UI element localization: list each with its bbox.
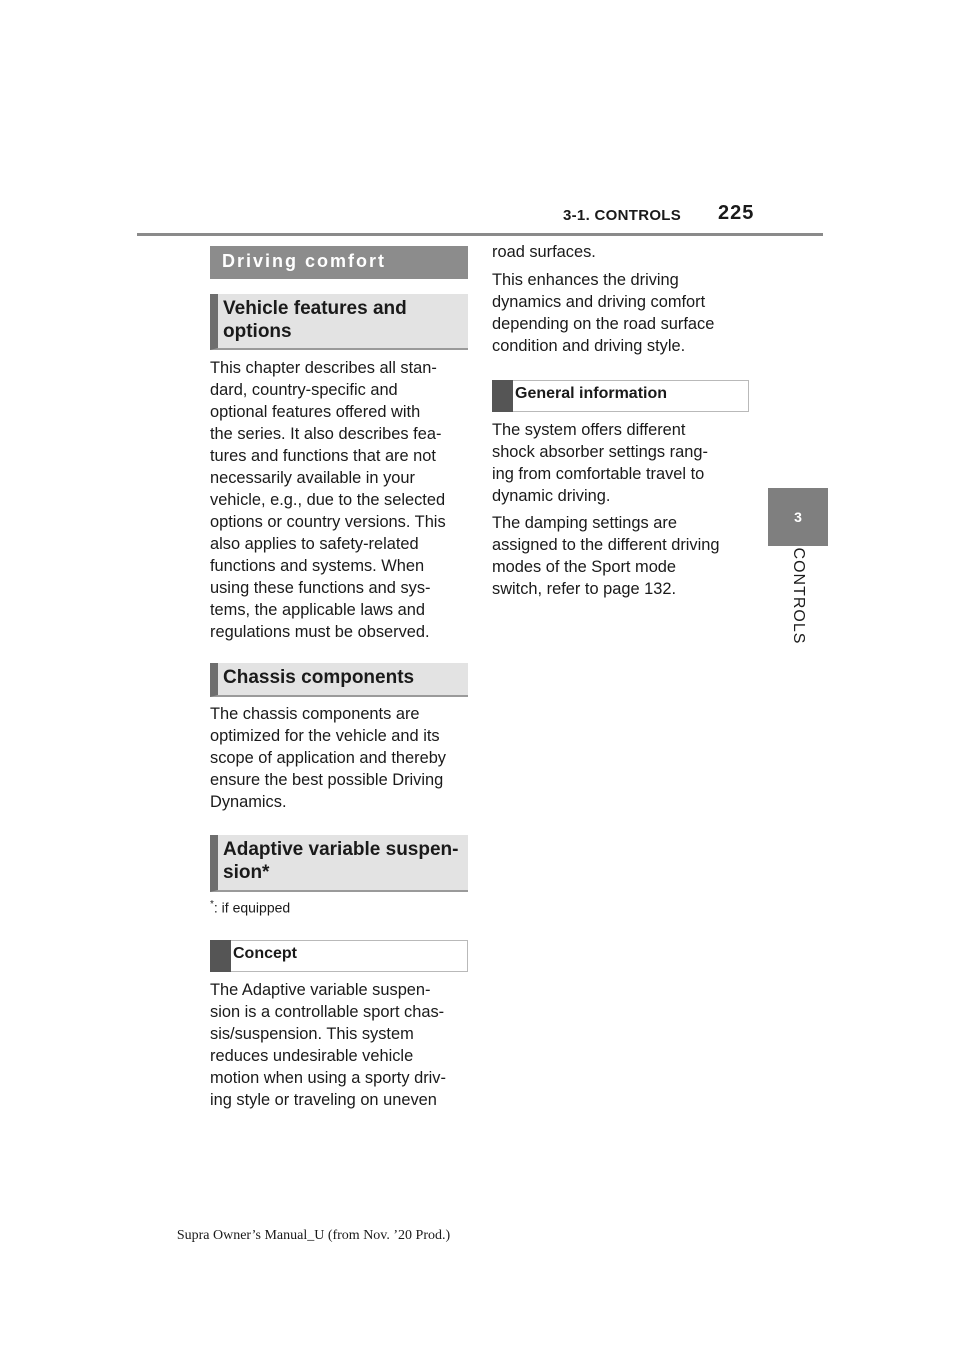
chassis-body: The chassis components are optimized for the vehicle and its scope of application and thereby ensure the best possible Driving Dynamics. <box>210 705 447 811</box>
concept-heading <box>210 940 468 972</box>
chapter-tab: 3 <box>768 488 828 546</box>
vehicle-features-body: This chapter describes all stan- dard, country-specific and optional features offered with the series. It also describes fea- tures and functions that are not necessarily available in your vehicle, e.g., due to the selected options or country versions. This also applies to safety-related functions and systems. When using these functions and sys- tems, the applicable laws and regulations must be observed. <box>210 359 446 641</box>
heading-marker <box>492 380 513 412</box>
concept-body: The Adaptive variable suspen- sion is a controllable sport chas- sis/suspension. This system reduces undesirable vehicle motion when using a sporty driv- ing style or traveling on uneven <box>210 981 446 1109</box>
general-info-body-1: The system offers different shock absorber settings rang- ing from comfortable travel to dynamic driving. <box>492 421 708 505</box>
main-heading: Driving comfort <box>210 246 468 279</box>
chassis-heading: Chassis components <box>210 663 468 697</box>
heading-marker <box>210 940 231 972</box>
adaptive-suspension-heading: Adaptive variable suspen- sion* <box>210 835 468 892</box>
footnote-mark: * <box>210 899 214 910</box>
footer-text: Supra Owner’s Manual_U (from Nov. ’20 Prod.) <box>176 1228 451 1243</box>
general-info-body-2: The damping settings are assigned to the different driving modes of the Sport mode switch, refer to page 132. <box>492 514 720 598</box>
section-title: 3-1. CONTROLS <box>563 207 682 224</box>
vehicle-features-heading: Vehicle features and options <box>210 294 468 350</box>
general-info-heading-label: General information <box>515 385 668 402</box>
continuation-text: road surfaces. <box>492 243 596 261</box>
enhance-text: This enhances the driving dynamics and driving comfort depending on the road surface condition and driving style. <box>492 271 715 355</box>
general-info-heading <box>492 380 749 412</box>
footnote <box>210 899 290 916</box>
header-divider <box>137 233 823 236</box>
footnote-text: : if equipped <box>213 899 291 916</box>
concept-heading-label: Concept <box>233 945 297 962</box>
page-number: 225 <box>718 202 755 224</box>
chapter-label: CONTROLS <box>790 547 807 645</box>
